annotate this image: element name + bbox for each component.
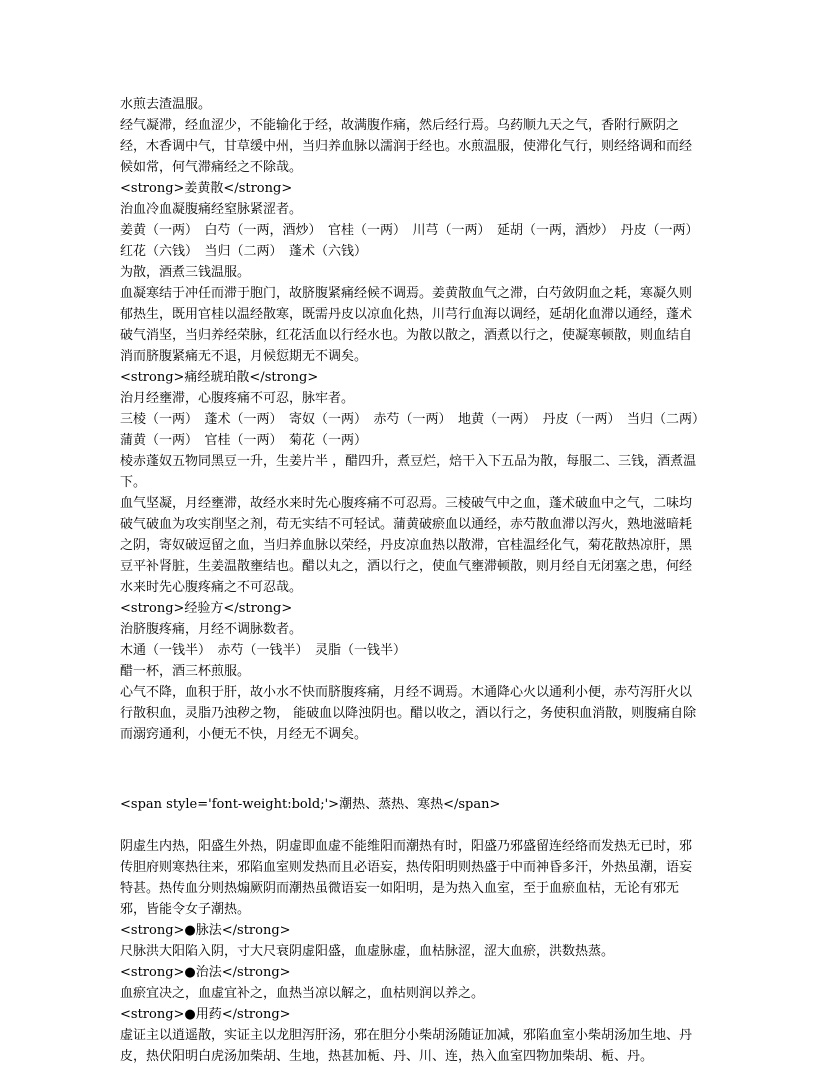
paragraph-chaore-explanation: 阴虚生内热，阳盛生外热，阴虚即血虚不能维阳而潮热有时，阳盛乃邪盛留连经络而发热无已时，邪传胆府则寒热往来，邪陷血室则发热而且必语妄，热传阳明则热盛于中而神昏多汗，外热虽潮，语妄特甚。热传血分则热煽厥阴而潮热虽微语妄一如阳明，是为热入血室，至于血瘀血枯，无论有邪无邪，皆能令女子潮热。	[120, 839, 693, 917]
spacer	[120, 815, 704, 836]
heading-maifa: <strong>●脉法</strong>	[120, 923, 291, 938]
dosage-tongjing-hupo-san: 棱赤蓬奴五物同黑豆一升，生姜片半 ，醋四升，煮豆烂，焙干入下五品为散，每服二、三钱，酒煮温下。	[120, 454, 697, 490]
indication-tongjing-hupo-san: 治月经壅滞，心腹疼痛不可忍，脉牢者。	[120, 391, 355, 406]
spacer	[120, 745, 704, 773]
indication-jingyan-fang: 治脐腹疼痛，月经不调脉数者。	[120, 622, 303, 637]
dosage-jingyan-fang: 醋一杯，酒三杯煎服。	[120, 664, 251, 679]
document-page	[120, 94, 704, 1067]
heading-zhifa: <strong>●治法</strong>	[120, 965, 291, 980]
medication-text: 虚证主以逍遥散，实证主以龙胆泻肝汤，邪在胆分小柴胡汤随证加减，邪陷血室小柴胡汤加生地、丹皮，热伏阳明白虎汤加柴胡、生地，热甚加栀、丹、川、连，热入血室四物加柴胡、栀、丹。	[120, 1028, 693, 1064]
heading-tongjing-hupo-san: <strong>痛经琥珀散</strong>	[120, 370, 319, 385]
text-line: 水煎去渣温服。	[120, 97, 212, 112]
spacer	[120, 773, 704, 794]
herb-list-jingyan-fang: 木通（一钱半） 赤芍（一钱半） 灵脂（一钱半）	[120, 643, 407, 658]
dosage-jianghuang-san: 为散，酒煮三钱温服。	[120, 265, 251, 280]
heading-jingyan-fang: <strong>经验方</strong>	[120, 601, 293, 616]
heading-jianghuang-san: <strong>姜黄散</strong>	[120, 181, 293, 196]
section-title-chaore: <span style='font-weight:bold;'>潮热、蒸热、寒热</span>	[120, 797, 501, 812]
paragraph-jianghuang-explanation: 血凝寒结于冲任而滞于胞门，故脐腹紧痛经候不调焉。姜黄散血气之滞，白芍敛阴血之耗，寒凝久则郁热生，既用官桂以温经散寒，既需丹皮以凉血化热，川芎行血海以调经，延胡化血滞以通经，蓬术破气消坚，当归养经荣脉，红花活血以行经水也。为散以散之，酒煮以行之，使凝寒顿散，则血结自消而脐腹紧痛无不退，月候愆期无不调矣。	[120, 286, 693, 364]
herb-list-tongjing-hupo-san: 三棱（一两） 蓬术（一两） 寄奴（一两） 赤芍（一两） 地黄（一两） 丹皮（一两） 当归（二两）蒲黄（一两） 官桂（一两） 菊花（一两）	[120, 412, 699, 448]
herb-list-jianghuang-san: 姜黄（一两） 白芍（一两，酒炒） 官桂（一两） 川芎（一两） 延胡（一两，酒炒） 丹皮（一两）红花（六钱） 当归（二两） 蓬术（六钱）	[120, 223, 699, 259]
pulse-method-text: 尺脉洪大阳陷入阴，寸大尺衰阴虚阳盛，血虚脉虚，血枯脉涩，涩大血瘀，洪数热蒸。	[120, 944, 615, 959]
indication-jianghuang-san: 治血冷血凝腹痛经窒脉紧涩者。	[120, 202, 303, 217]
paragraph-hupo-explanation: 血气坚凝，月经壅滞，故经水来时先心腹疼痛不可忍焉。三棱破气中之血，蓬术破血中之气，二味均破气破血为攻实削坚之剂，苟无实结不可轻试。蒲黄破瘀血以通经，赤芍散血滞以泻火，熟地滋暗耗之阴，寄奴破逗留之血，当归养血脉以荣经，丹皮凉血热以散滞，官桂温经化气，菊花散热凉肝，黑豆平补肾脏，生姜温散壅结也。醋以丸之，酒以行之，使血气壅滞顿散，则月经自无闭塞之患，何经水来时先心腹疼痛之不可忍哉。	[120, 496, 693, 595]
treatment-method-text: 血瘀宜决之，血虚宜补之，血热当凉以解之，血枯则润以养之。	[120, 986, 485, 1001]
paragraph-wuyao-explanation: 经气凝滞，经血涩少，不能输化于经，故满腹作痛，然后经行焉。乌药顺九天之气，香附行厥阴之经，木香调中气，甘草缓中州，当归养血脉以濡润于经也。水煎温服，使滞化气行，则经络调和而经候如常，何气滞痛经之不除哉。	[120, 118, 693, 175]
paragraph-jingyan-explanation: 心气不降，血积于肝，故小水不快而脐腹疼痛，月经不调焉。木通降心火以通利小便，赤芍泻肝火以行散积血，灵脂乃浊秽之物， 能破血以降浊阴也。醋以收之，酒以行之，务使积血消散，则腹痛自除而溺窍通利，小便无不快，月经无不调矣。	[120, 685, 697, 742]
heading-yongyao: <strong>●用药</strong>	[120, 1007, 291, 1022]
